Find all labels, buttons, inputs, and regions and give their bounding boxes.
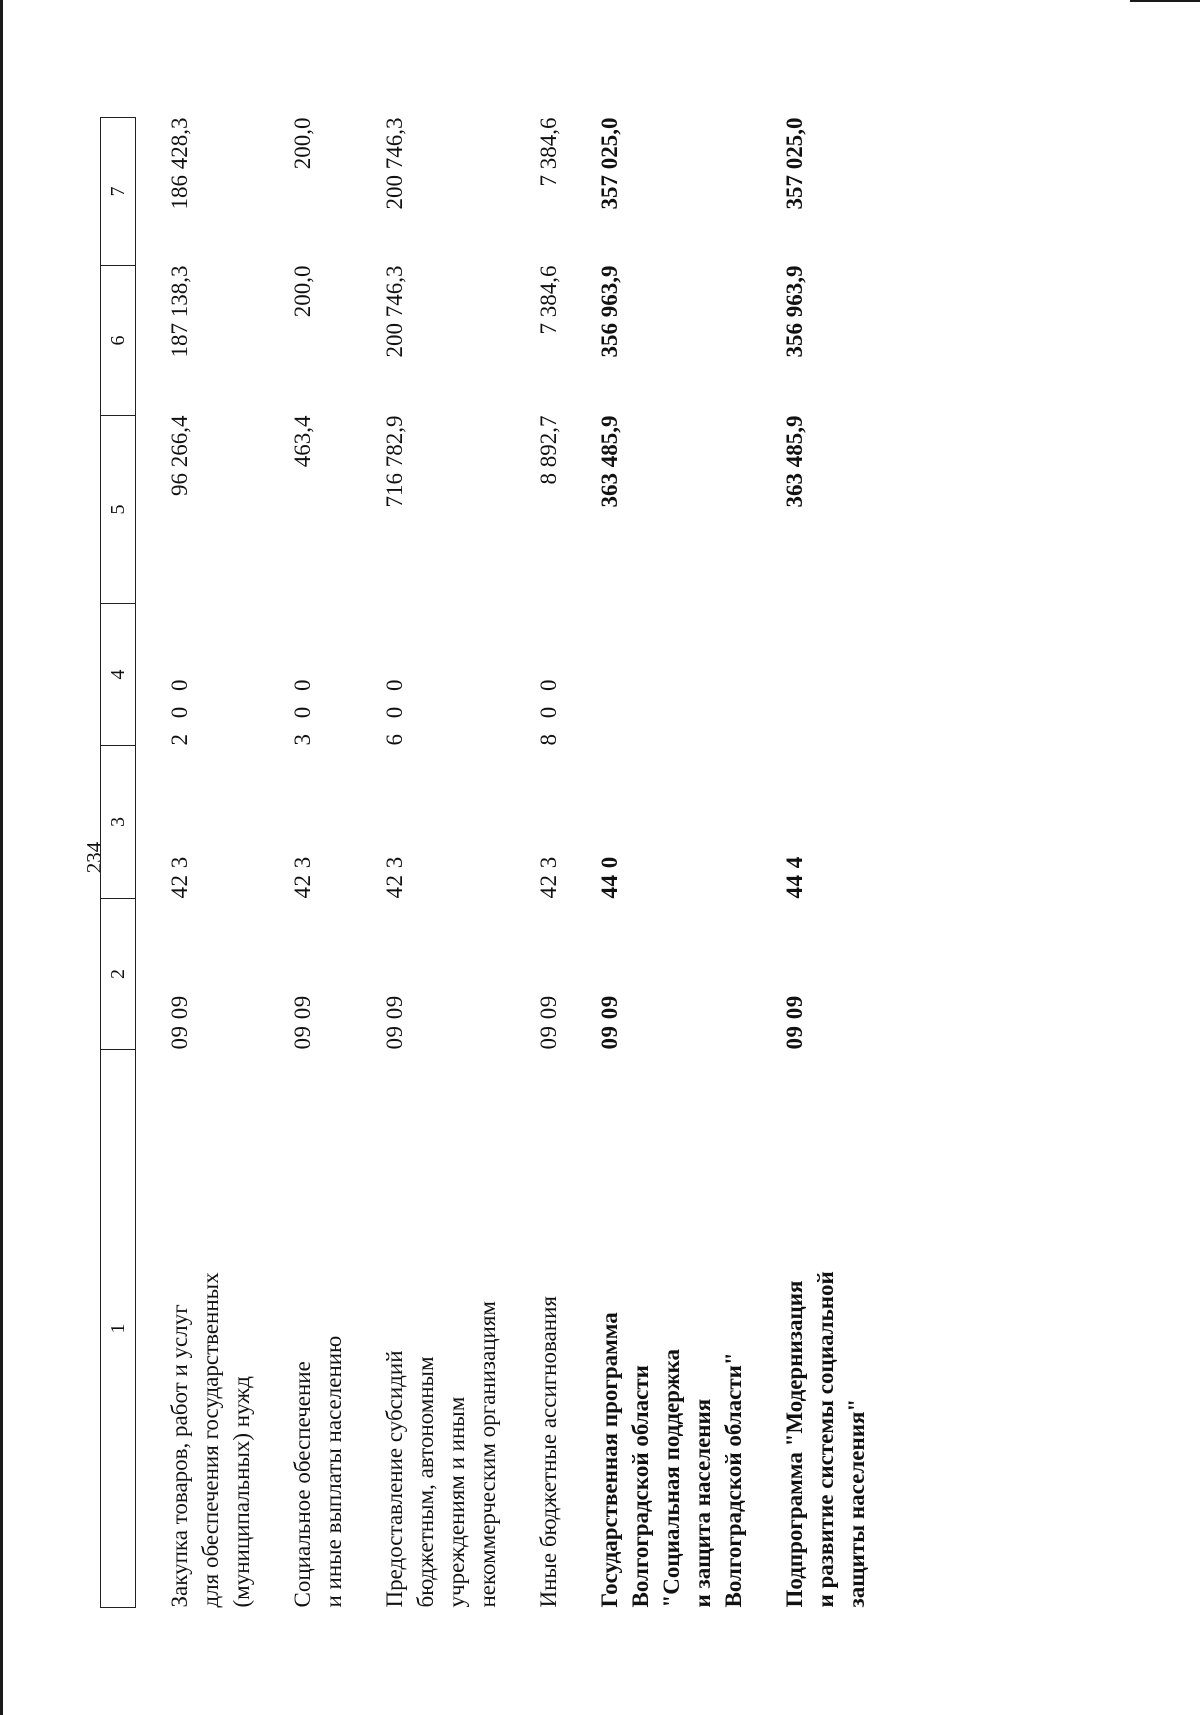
- amount-col7: 357 025,0: [782, 117, 807, 210]
- amount-col6: 187 138,3: [167, 265, 192, 358]
- amount-col5: 463,4: [290, 415, 315, 468]
- table-row: [257, 118, 349, 1608]
- program-code: 42 3: [167, 856, 192, 899]
- row-name: [257, 1050, 349, 1608]
- expense-type-code: [564, 604, 749, 746]
- table-row: [564, 118, 749, 1608]
- column-header: 3: [101, 746, 136, 899]
- row-name-line: и иные выплаты населению: [321, 1335, 346, 1608]
- amount-col5: 363 485,9: [782, 415, 807, 508]
- table-row: [749, 118, 872, 1608]
- amount-col7: 200 746,3: [382, 117, 407, 210]
- column-header: 6: [101, 266, 136, 416]
- page-number: 234: [82, 841, 106, 874]
- row-name-line: Предоставление субсидий: [382, 1350, 407, 1608]
- row-name: [349, 1050, 503, 1608]
- section-code: 09 09: [167, 995, 192, 1050]
- program-code: 44 4: [782, 856, 807, 899]
- amount-col5: 8 892,7: [536, 415, 561, 485]
- program-code: 42 3: [536, 856, 561, 899]
- amount-col6: 356 963,9: [782, 265, 807, 358]
- amount-col7: 200,0: [290, 117, 315, 170]
- row-name-line: бюджетным, автономным: [413, 1356, 438, 1608]
- row-name-line: Государственная программа: [597, 1312, 622, 1608]
- table-row: [349, 118, 503, 1608]
- section-code: 09 09: [782, 995, 807, 1050]
- section-code: 09 09: [597, 995, 622, 1050]
- amount-col5: 716 782,9: [382, 415, 407, 508]
- expense-type-code: 2 0 0: [167, 674, 192, 746]
- row-name-line: учреждениям и иным: [444, 1396, 469, 1608]
- section-code: 09 09: [290, 995, 315, 1050]
- budget-table: [100, 117, 872, 1608]
- row-name: [564, 1050, 749, 1608]
- amount-col7: 186 428,3: [167, 117, 192, 210]
- row-name-line: (муниципальных) нужд: [229, 1376, 254, 1608]
- row-name: [749, 1050, 872, 1608]
- row-name-line: защиты населения": [844, 1398, 869, 1608]
- row-name-line: Волгоградской области": [721, 1352, 746, 1608]
- expense-type-code: 3 0 0: [290, 674, 315, 746]
- row-name-line: Социальное обеспечение: [290, 1361, 315, 1608]
- amount-col6: 356 963,9: [597, 265, 622, 358]
- amount-col6: 200 746,3: [382, 265, 407, 358]
- row-name-line: Закупка товаров, работ и услуг: [167, 1304, 192, 1608]
- header-row: [101, 118, 136, 1608]
- column-header: 5: [101, 416, 136, 604]
- program-code: 42 3: [382, 856, 407, 899]
- row-name-line: и защита населения: [690, 1398, 715, 1608]
- program-code: 42 3: [290, 856, 315, 899]
- table-row: [136, 118, 258, 1608]
- amount-col6: 7 384,6: [536, 265, 561, 335]
- table-row: [503, 118, 564, 1608]
- row-name-line: "Социальная поддержка: [659, 1348, 684, 1608]
- amount-col6: 200,0: [290, 265, 315, 318]
- section-code: 09 09: [536, 995, 561, 1050]
- expense-type-code: [749, 604, 872, 746]
- expense-type-code: 8 0 0: [536, 674, 561, 746]
- row-name-line: Подпрограмма "Модернизация: [782, 1280, 807, 1608]
- row-name-line: некоммерческим организациям: [475, 1301, 500, 1608]
- column-header: 4: [101, 604, 136, 746]
- row-name: [503, 1050, 564, 1608]
- section-code: 09 09: [382, 995, 407, 1050]
- row-name: [136, 1050, 258, 1608]
- column-header: 2: [101, 899, 136, 1050]
- amount-col7: 7 384,6: [536, 117, 561, 187]
- program-code: 44 0: [597, 856, 622, 899]
- column-header: 1: [101, 1050, 136, 1608]
- amount-col5: 363 485,9: [597, 415, 622, 508]
- row-name-line: Иные бюджетные ассигнования: [536, 1296, 561, 1608]
- amount-col5: 96 266,4: [167, 415, 192, 496]
- column-header: 7: [101, 118, 136, 266]
- row-name-line: и развитие системы социальной: [813, 1271, 838, 1608]
- expense-type-code: 6 0 0: [382, 674, 407, 746]
- amount-col7: 357 025,0: [597, 117, 622, 210]
- row-name-line: Волгоградской области: [628, 1365, 653, 1608]
- row-name-line: для обеспечения государственных: [198, 1272, 223, 1608]
